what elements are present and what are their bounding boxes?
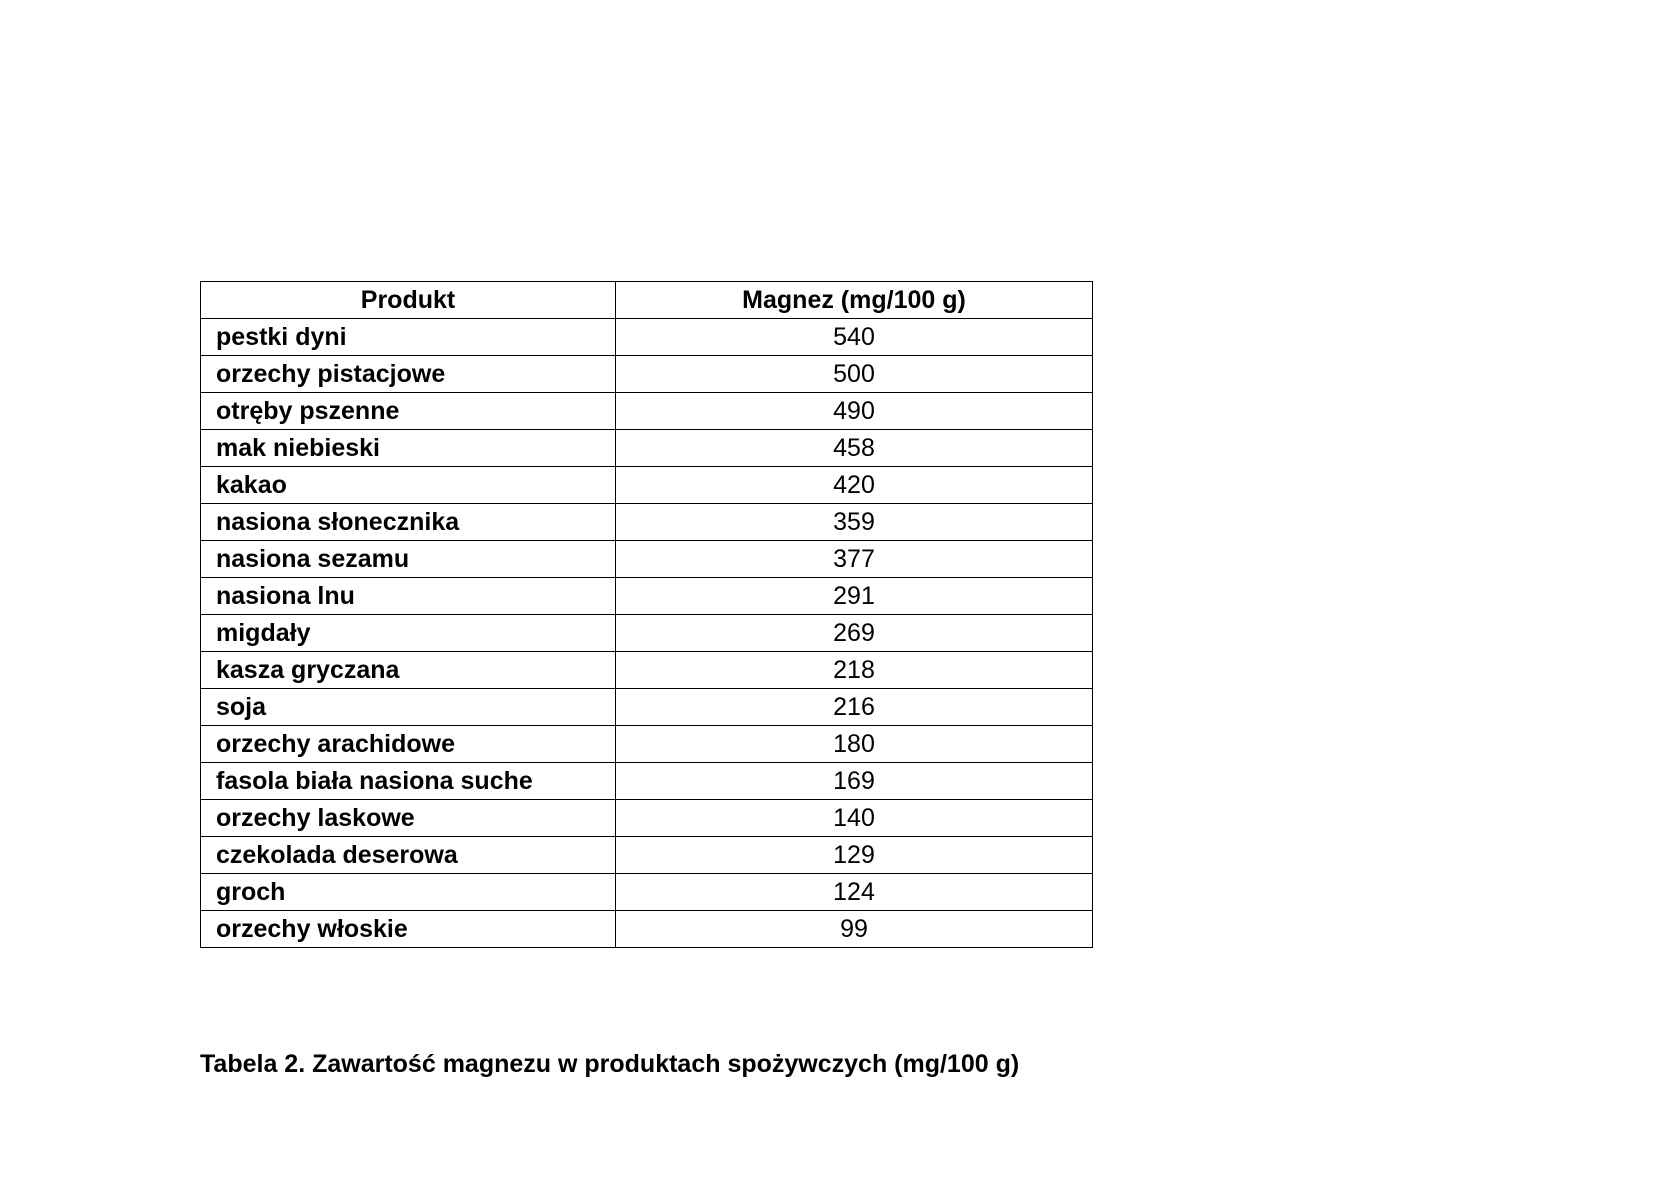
product-cell: migdały [201,615,616,652]
product-cell: kakao [201,467,616,504]
table-row [201,652,1093,689]
magnesium-cell: 124 [616,874,1093,911]
magnesium-cell: 269 [616,615,1093,652]
product-cell: nasiona sezamu [201,541,616,578]
table-row [201,356,1093,393]
product-cell: soja [201,689,616,726]
table-row [201,393,1093,430]
magnesium-cell: 99 [616,911,1093,948]
product-cell: kasza gryczana [201,652,616,689]
table-row [201,689,1093,726]
magnesium-cell: 359 [616,504,1093,541]
magnesium-cell: 540 [616,319,1093,356]
magnesium-cell: 218 [616,652,1093,689]
magnesium-cell: 129 [616,837,1093,874]
table-row [201,467,1093,504]
table-row [201,911,1093,948]
table-row [201,726,1093,763]
table-body [201,319,1093,948]
table-row [201,504,1093,541]
header-product: Produkt [201,282,616,319]
header-magnesium: Magnez (mg/100 g) [616,282,1093,319]
table-row [201,837,1093,874]
magnesium-cell: 291 [616,578,1093,615]
table-caption: Tabela 2. Zawartość magnezu w produktach spożywczych (mg/100 g) [200,1050,1020,1078]
magnesium-cell: 377 [616,541,1093,578]
magnesium-cell: 458 [616,430,1093,467]
product-cell: groch [201,874,616,911]
table-row [201,319,1093,356]
table-header-row [201,282,1093,319]
product-cell: nasiona lnu [201,578,616,615]
product-cell: orzechy włoskie [201,911,616,948]
product-cell: fasola biała nasiona suche [201,763,616,800]
magnesium-cell: 180 [616,726,1093,763]
magnesium-cell: 140 [616,800,1093,837]
magnesium-cell: 169 [616,763,1093,800]
table-row [201,874,1093,911]
product-cell: pestki dyni [201,319,616,356]
table-row [201,578,1093,615]
magnesium-table [200,281,1093,948]
table-row [201,430,1093,467]
table-row [201,763,1093,800]
magnesium-cell: 216 [616,689,1093,726]
table-row [201,615,1093,652]
table-row [201,800,1093,837]
magnesium-cell: 500 [616,356,1093,393]
product-cell: orzechy arachidowe [201,726,616,763]
product-cell: nasiona słonecznika [201,504,616,541]
product-cell: orzechy pistacjowe [201,356,616,393]
product-cell: mak niebieski [201,430,616,467]
product-cell: orzechy laskowe [201,800,616,837]
product-cell: czekolada deserowa [201,837,616,874]
product-cell: otręby pszenne [201,393,616,430]
table-row [201,541,1093,578]
magnesium-cell: 420 [616,467,1093,504]
magnesium-cell: 490 [616,393,1093,430]
